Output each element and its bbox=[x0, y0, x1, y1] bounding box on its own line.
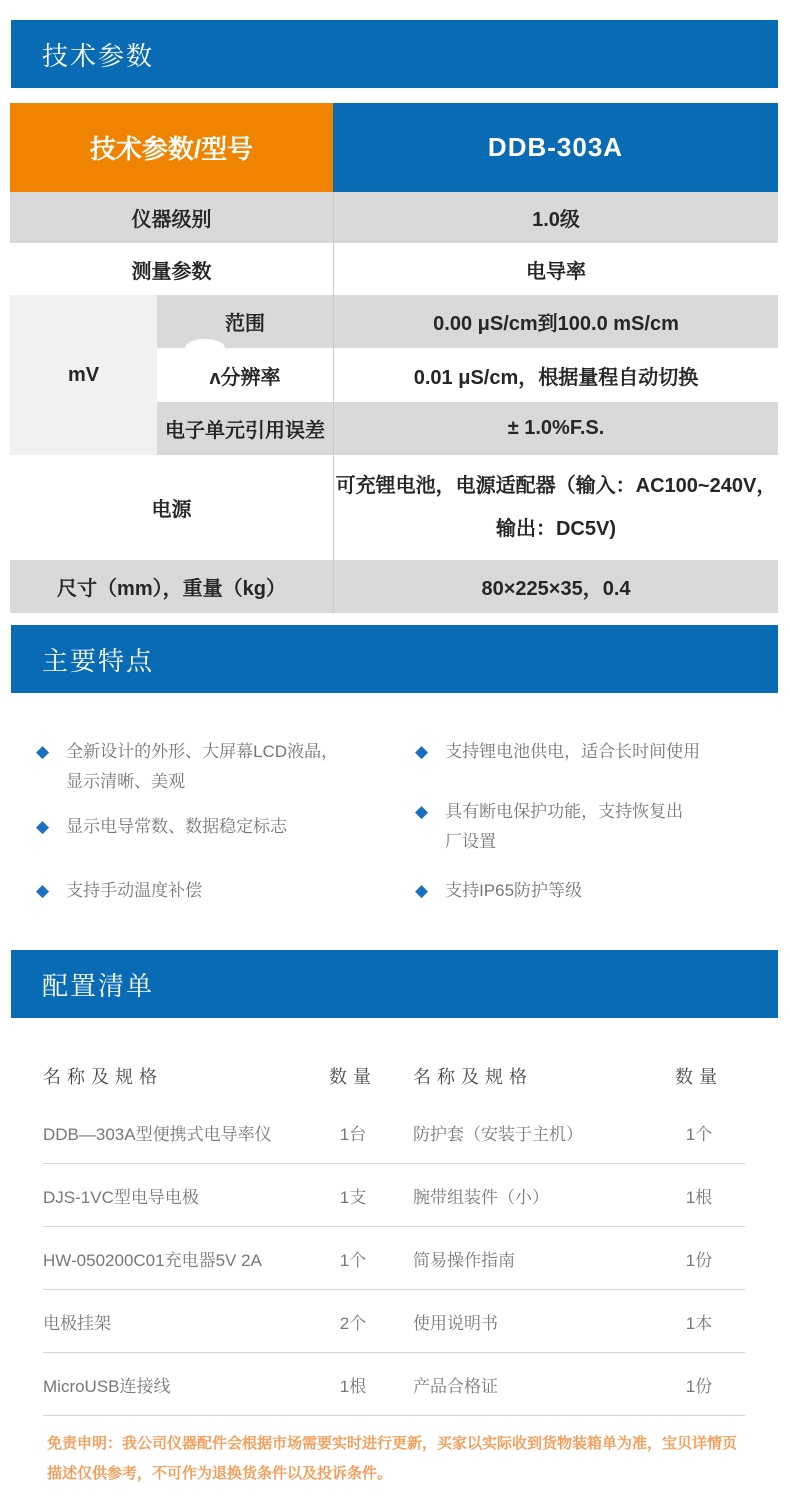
table-row bbox=[43, 1290, 745, 1353]
feature-text: 具有断电保护功能，支持恢复出 厂设置 bbox=[445, 802, 684, 851]
power-value-line2: 输出：DC5V) bbox=[495, 518, 616, 540]
spec-header-param-cell bbox=[10, 103, 333, 192]
feature-item bbox=[415, 737, 700, 767]
table-row bbox=[43, 1101, 745, 1164]
item-qty: 1份 bbox=[685, 1376, 713, 1396]
spec-label: 仪器级别 bbox=[131, 209, 212, 231]
item-name: HW-050200C01充电器5V 2A bbox=[43, 1250, 262, 1270]
item-name: 防护套（安装于主机） bbox=[413, 1124, 583, 1144]
spec-group-label: mV bbox=[10, 295, 157, 455]
diamond-bullet-icon: ◆ bbox=[36, 817, 50, 836]
item-qty: 1支 bbox=[339, 1187, 367, 1207]
section-header-tech-params bbox=[11, 20, 778, 88]
spec-table-header-row bbox=[10, 103, 778, 192]
table-row bbox=[43, 1353, 745, 1416]
spec-header-param-label: 技术参数/型号 bbox=[89, 134, 254, 164]
section-title-packing-list: 配置清单 bbox=[42, 970, 155, 1001]
spec-value: ± 1.0%F.S. bbox=[333, 402, 778, 455]
spec-value: 电导率 bbox=[333, 243, 778, 295]
feature-item bbox=[36, 812, 287, 842]
spec-label: 范围 bbox=[225, 313, 265, 335]
disclaimer bbox=[47, 1429, 753, 1489]
packing-list-table bbox=[43, 1050, 745, 1416]
feature-text: 全新设计的外形、大屏幕LCD液晶， 显示清晰、美观 bbox=[66, 742, 339, 791]
item-qty: 1根 bbox=[685, 1187, 713, 1207]
spec-header-model-cell bbox=[333, 103, 778, 192]
section-title-tech-params: 技术参数 bbox=[42, 40, 155, 71]
power-value-line1: 可充锂电池，电源适配器（输入：AC100~240V， bbox=[335, 475, 777, 497]
item-qty: 1份 bbox=[685, 1250, 713, 1270]
spec-table bbox=[10, 103, 778, 613]
item-name: 腕带组装件（小） bbox=[413, 1187, 549, 1207]
item-qty: 1个 bbox=[685, 1124, 713, 1144]
watermark-remnant bbox=[185, 339, 225, 357]
diamond-bullet-icon: ◆ bbox=[36, 742, 50, 761]
spec-value: 80×225×35，0.4 bbox=[333, 560, 778, 613]
feature-item bbox=[415, 876, 582, 906]
spec-row-range bbox=[157, 295, 778, 348]
item-name: 使用说明书 bbox=[413, 1313, 498, 1333]
item-qty: 1台 bbox=[339, 1124, 367, 1144]
column-header: 名称及规格 bbox=[43, 1066, 163, 1087]
item-name: DDB—303A型便携式电导率仪 bbox=[43, 1124, 272, 1144]
diamond-bullet-icon: ◆ bbox=[36, 881, 50, 900]
spec-label: 尺寸（mm），重量（kg） bbox=[57, 578, 286, 600]
spec-row-power bbox=[10, 455, 778, 560]
feature-text: 显示电导常数、数据稳定标志 bbox=[66, 817, 288, 836]
feature-item bbox=[36, 737, 338, 797]
disclaimer-line2: 描述仅供参考，不可作为退换货条件以及投诉条件。 bbox=[47, 1465, 393, 1482]
spec-row-instrument-grade bbox=[10, 192, 778, 243]
item-qty: 1本 bbox=[685, 1313, 713, 1333]
feature-item bbox=[415, 797, 683, 857]
section-header-packing-list bbox=[11, 950, 778, 1018]
diamond-bullet-icon: ◆ bbox=[415, 742, 429, 761]
spec-value: 0.01 μS/cm，根据量程自动切换 bbox=[333, 348, 778, 402]
spec-group-subrows bbox=[157, 295, 778, 455]
diamond-bullet-icon: ◆ bbox=[415, 802, 429, 821]
item-name: DJS-1VC型电导电极 bbox=[43, 1187, 199, 1207]
item-name: 电极挂架 bbox=[43, 1313, 111, 1333]
column-header: 数量 bbox=[329, 1066, 377, 1087]
spec-label: ʌ分辨率 bbox=[209, 366, 281, 389]
section-header-features bbox=[11, 625, 778, 693]
section-title-features: 主要特点 bbox=[42, 645, 155, 676]
diamond-bullet-icon: ◆ bbox=[415, 881, 429, 900]
feature-text: 支持IP65防护等级 bbox=[445, 881, 583, 900]
column-header: 数量 bbox=[675, 1066, 723, 1087]
spec-label: 测量参数 bbox=[131, 260, 212, 283]
spec-value: 0.00 μS/cm到100.0 mS/cm bbox=[333, 295, 778, 348]
item-qty: 1个 bbox=[339, 1250, 367, 1270]
spec-row-measure-param bbox=[10, 243, 778, 295]
spec-row-unit-error bbox=[157, 402, 778, 455]
item-name: MicroUSB连接线 bbox=[43, 1376, 171, 1396]
spec-value bbox=[333, 455, 778, 560]
item-name: 简易操作指南 bbox=[413, 1250, 515, 1270]
table-row bbox=[43, 1227, 745, 1290]
disclaimer-line1: 免责申明：我公司仪器配件会根据市场需要实时进行更新，买家以实际收到货物装箱单为准，宝贝详情页 bbox=[47, 1435, 738, 1452]
feature-text: 支持锂电池供电，适合长时间使用 bbox=[445, 742, 701, 761]
table-row bbox=[43, 1164, 745, 1227]
spec-row-resolution bbox=[157, 348, 778, 402]
column-header: 名称及规格 bbox=[413, 1066, 533, 1087]
spec-group-mv bbox=[10, 295, 778, 455]
spec-value: 1.0级 bbox=[333, 192, 778, 243]
spec-row-size-weight bbox=[10, 560, 778, 613]
item-name: 产品合格证 bbox=[413, 1376, 498, 1396]
feature-text: 支持手动温度补偿 bbox=[66, 881, 203, 900]
packing-header-row bbox=[43, 1050, 745, 1101]
spec-model-name: DDB-303A bbox=[487, 132, 624, 162]
feature-item bbox=[36, 876, 202, 906]
item-qty: 2个 bbox=[339, 1313, 367, 1333]
item-qty: 1根 bbox=[339, 1376, 367, 1396]
spec-label: 电子单元引用误差 bbox=[165, 420, 325, 442]
spec-label: 电源 bbox=[151, 499, 192, 521]
